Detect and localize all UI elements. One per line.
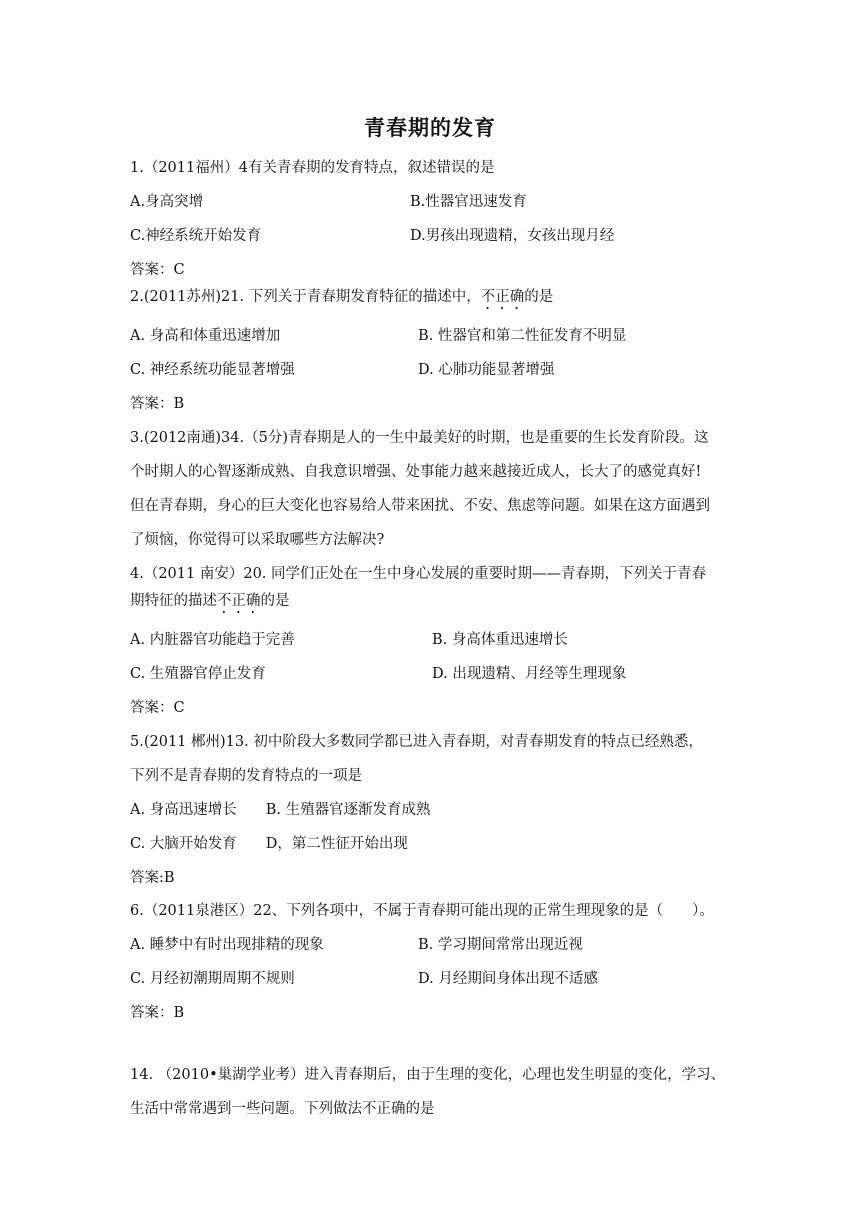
question-6-answer: 答案：B (130, 1005, 185, 1021)
question-5-options-ab: A. 身高迅速增长 B. 生殖器官逐渐发育成熟 (130, 802, 431, 818)
question-2-option-d: D. 心肺功能显著增强 (418, 362, 555, 378)
question-4-stem-emphasis: 不正确 (217, 593, 261, 609)
question-6-stem: 6.（2011泉港区）22、下列各项中，不属于青春期可能出现的正常生理现象的是（ ）。 (130, 903, 714, 919)
question-2-option-b: B. 性器官和第二性征发育不明显 (418, 328, 627, 344)
question-3-line-4: 了烦恼，你觉得可以采取哪些方法解决? (130, 532, 385, 548)
question-2-option-c: C. 神经系统功能显著增强 (130, 362, 295, 378)
question-4-line-1: 4.（2011 南安）20. 同学们正处在一生中身心发展的重要时期——青春期，下列关于青春 (130, 566, 707, 582)
question-2-stem (130, 287, 553, 313)
question-4-option-d: D. 出现遗精、月经等生理现象 (432, 666, 627, 682)
question-4-line-2-post: 的是 (260, 593, 290, 609)
question-6-option-a: A. 睡梦中有时出现排精的现象 (130, 937, 324, 953)
question-1-option-d: D.男孩出现遗精，女孩出现月经 (410, 228, 615, 244)
question-14-line-1: 14. （2010•巢湖学业考）进入青春期后，由于生理的变化，心理也发生明显的变化，学习、 (130, 1067, 726, 1083)
question-2-stem-post: 的是 (524, 289, 554, 305)
question-6-option-b: B. 学习期间常常出现近视 (418, 937, 583, 953)
question-6-option-d: D. 月经期间身体出现不适感 (418, 971, 598, 987)
question-1-option-c: C.神经系统开始发育 (130, 228, 262, 244)
question-2-stem-emphasis: 不正确 (480, 289, 525, 305)
question-2-answer: 答案：B (130, 396, 185, 412)
question-1-option-a: A.身高突增 (130, 194, 204, 210)
question-5-answer: 答案:B (130, 870, 175, 886)
question-1-stem: 1.（2011福州）4有关青春期的发育特点，叙述错误的是 (130, 160, 495, 176)
question-5-line-1: 5.(2011 郴州)13. 初中阶段大多数同学都已进入青春期，对青春期发育的特点已经熟悉， (130, 734, 703, 750)
question-3-line-2: 个时期人的心智逐渐成熟、自我意识增强、处事能力越来越接近成人，长大了的感觉真好! (130, 464, 702, 480)
question-2-stem-pre: 2.(2011苏州)21. 下列关于青春期发育特征的描述中， (130, 289, 481, 305)
question-4-answer: 答案：C (130, 700, 185, 716)
question-3-line-1: 3.(2012南通)34.（5分)青春期是人的一生中最美好的时期，也是重要的生长发育阶段。这 (130, 430, 709, 446)
question-5-line-2: 下列不是青春期的发育特点的一项是 (130, 768, 362, 784)
question-5-options-cd: C. 大脑开始发育 D，第二性征开始出现 (130, 836, 408, 852)
question-4-line-2-pre: 期特征的描述 (130, 593, 217, 609)
question-2-option-a: A. 身高和体重迅速增加 (130, 328, 281, 344)
question-4-option-b: B. 身高体重迅速增长 (432, 632, 568, 648)
question-6-option-c: C. 月经初潮期周期不规则 (130, 971, 295, 987)
question-1-answer: 答案：C (130, 262, 185, 278)
page-title: 青春期的发育 (364, 116, 496, 140)
question-4-option-a: A. 内脏器官功能趋于完善 (130, 632, 295, 648)
question-1-option-b: B.性器官迅速发育 (410, 194, 527, 210)
question-4-line-2 (130, 591, 290, 617)
question-14-line-2: 生活中常常遇到一些问题。下列做法不正确的是 (130, 1101, 435, 1117)
question-4-option-c: C. 生殖器官停止发育 (130, 666, 266, 682)
question-3-line-3: 但在青春期，身心的巨大变化也容易给人带来困扰、不安、焦虑等问题。如果在这方面遇到 (130, 498, 710, 514)
